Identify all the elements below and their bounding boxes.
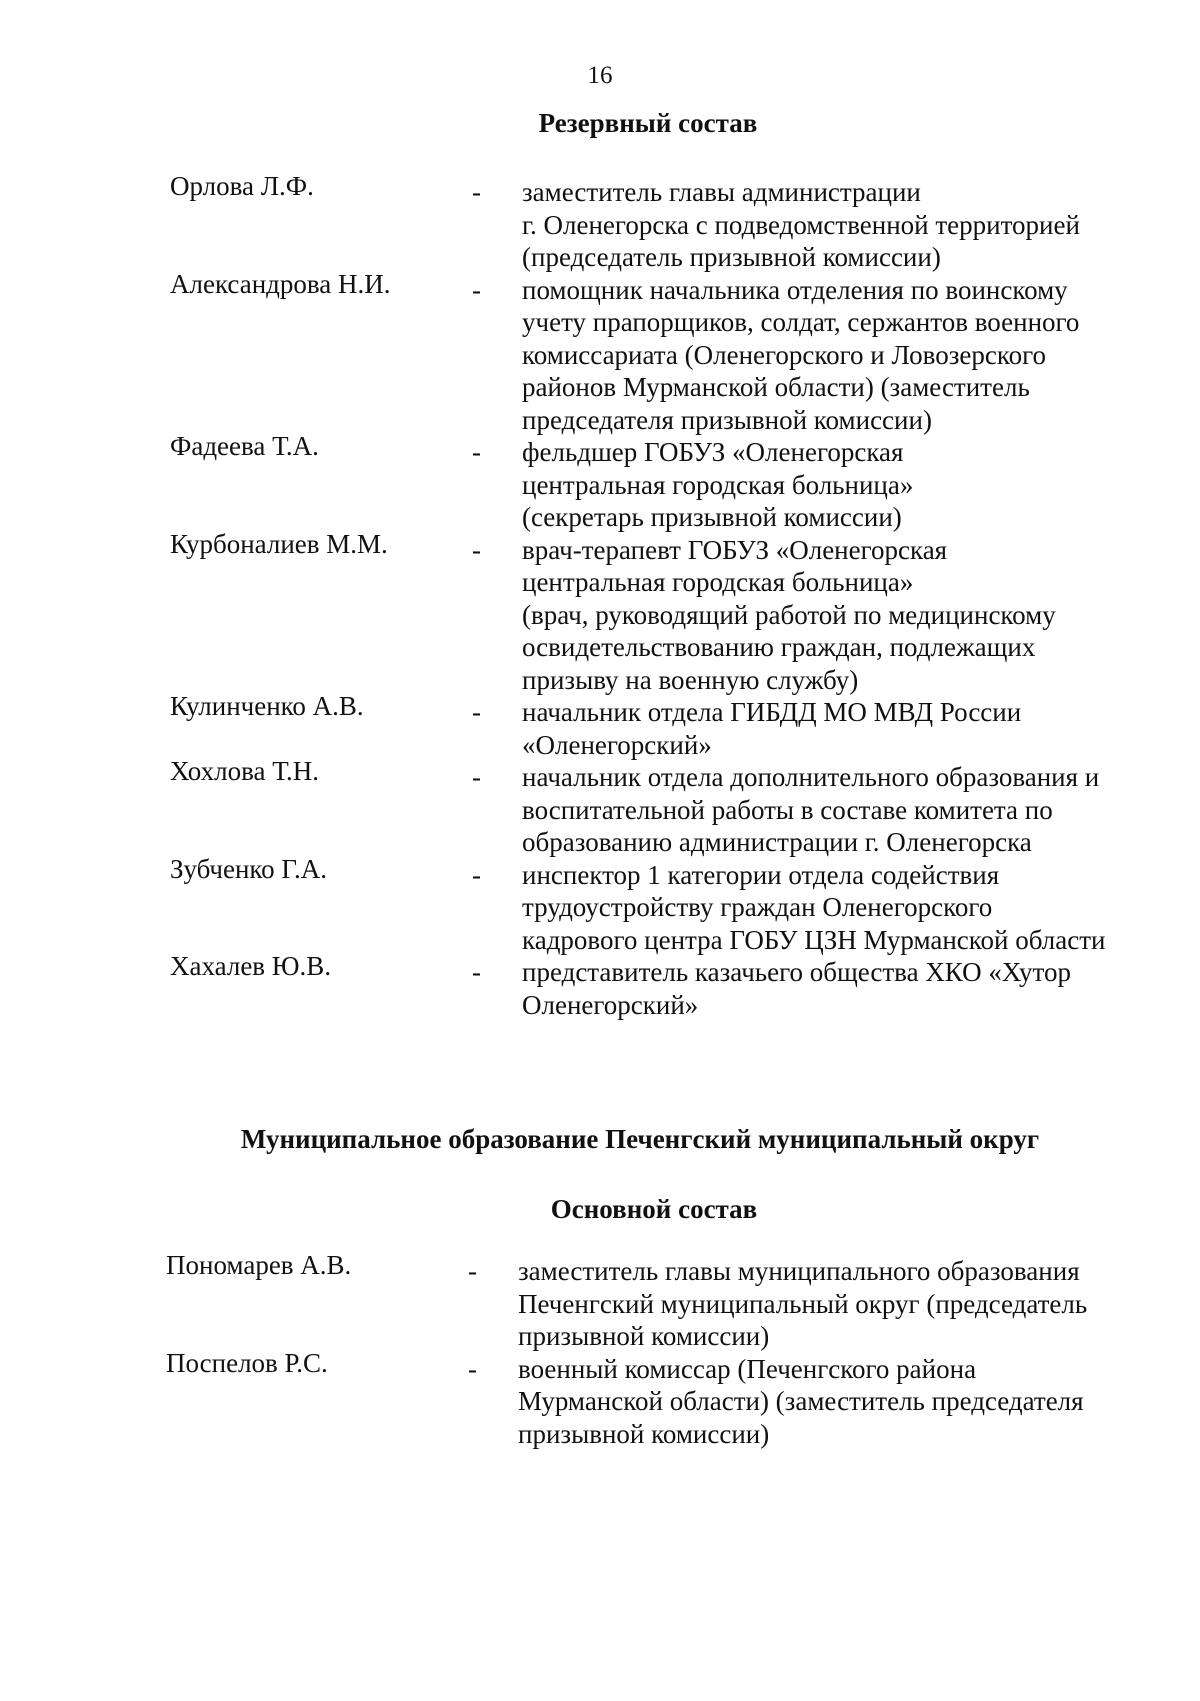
member-dash: -: [472, 437, 481, 467]
member-row: [170, 853, 1160, 957]
member-dash: -: [468, 1353, 477, 1384]
municipality-title: Муниципальное образование Печенгский муниципальный округ: [240, 1124, 1040, 1154]
member-dash: -: [472, 859, 481, 890]
member-role: начальник отдела ГИБДД МО МВД России «Оленегорский»: [522, 697, 1022, 760]
member-role: инспектор 1 категории отдела содействия трудоустройству граждан Оленегорского кадрового центра ГОБУ ЦЗН Мурманской области: [522, 859, 1106, 955]
member-name: Александрова Н.И.: [170, 268, 391, 299]
member-row: [170, 528, 1160, 697]
member-dash: -: [472, 697, 481, 727]
member-name: Курбоналиев М.М.: [170, 528, 388, 559]
member-row: [170, 431, 1160, 534]
member-row: [170, 691, 1160, 761]
member-row: [170, 756, 1160, 859]
member-dash: -: [472, 177, 481, 207]
member-row: [170, 268, 1160, 437]
member-name: Зубченко Г.А.: [170, 853, 327, 884]
member-dash: -: [472, 762, 481, 792]
member-row: [170, 171, 1160, 274]
member-dash: -: [472, 957, 481, 987]
member-name: Хахалев Ю.В.: [170, 951, 332, 981]
member-role: начальник отдела дополнительного образования и воспитательной работы в составе комитета по образованию администрации г. Оленегорска: [522, 762, 1100, 857]
member-role: врач-терапевт ГОБУЗ «Оленегорская центральная городская больница» (врач, руководящий работой по медицинскому освидетельствованию граждан, подлежащих призыву на военную службу): [522, 534, 1056, 695]
member-name: Пономарев А.В.: [166, 1250, 352, 1280]
member-row: [166, 1250, 1156, 1353]
member-role: фельдшер ГОБУЗ «Оленегорская центральная городская больница» (секретарь призывной комиссии): [522, 437, 914, 532]
member-role: заместитель главы муниципального образования Печенгский муниципальный округ (председатель призывной комиссии): [518, 1256, 1088, 1351]
member-name: Поспелов Р.С.: [166, 1347, 328, 1378]
member-role: помощник начальника отделения по воинскому учету прапорщиков, солдат, сержантов военного комиссариата (Оленегорского и Ловозерского районов Мурманской области) (заместитель председателя призывной комиссии): [522, 274, 1080, 435]
member-row: [166, 1347, 1156, 1451]
member-dash: -: [472, 274, 481, 305]
member-name: Кулинченко А.В.: [170, 691, 364, 721]
member-role: представитель казачьего общества ХКО «Хутор Оленегорский»: [522, 957, 1071, 1020]
member-role: заместитель главы администрации г. Оленегорска с подведомственной территорией (председатель призывной комиссии): [522, 177, 1080, 272]
member-name: Хохлова Т.Н.: [170, 756, 320, 786]
reserve-member-list: [170, 171, 1160, 1021]
member-dash: -: [472, 534, 481, 565]
reserve-section-title: Резервный состав: [538, 108, 758, 138]
member-dash: -: [468, 1256, 477, 1286]
member-role: военный комиссар (Печенгского района Мурманской области) (заместитель председателя призывной комиссии): [518, 1353, 1084, 1449]
main-section-title: Основной состав: [550, 1194, 758, 1224]
page-number: 16: [587, 62, 613, 89]
member-row: [170, 951, 1160, 1021]
member-name: Фадеева Т.А.: [170, 431, 319, 461]
member-name: Орлова Л.Ф.: [170, 171, 314, 201]
main-member-list: [166, 1250, 1156, 1450]
